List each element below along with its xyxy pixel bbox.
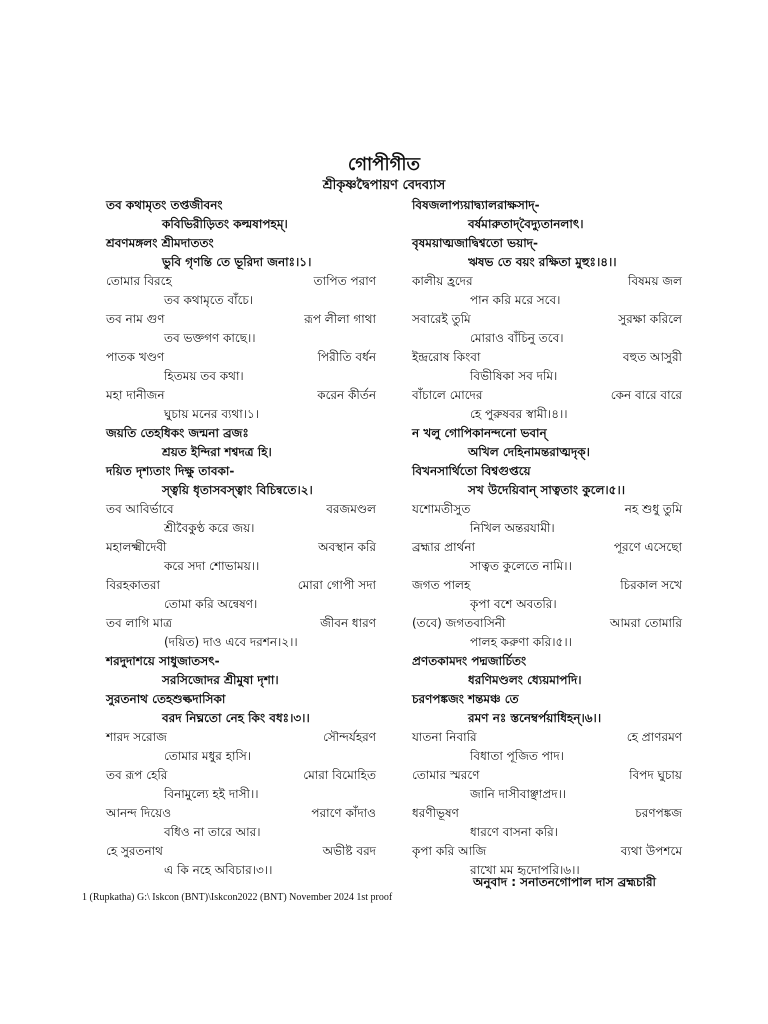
sanskrit-verse-line: কবিভিরীড়িতং কল্মষাপহম্। (162, 217, 288, 231)
bengali-verse-line: তব ভক্তগণ কাছে।। (164, 331, 256, 345)
bengali-verse-line (412, 310, 712, 329)
sanskrit-verse-line: ঋষভ তে বয়ং রক্ষিতা মুহুঃ।৪।। (468, 255, 617, 269)
sanskrit-verse-line: ধরণিমণ্ডলং ধ্যেয়মাপদি। (468, 673, 582, 687)
bengali-verse-line: বধিও না তারে আর। (164, 825, 261, 839)
bengali-verse-line (106, 500, 406, 519)
sanskrit-verse-line: শ্রবণমঙ্গলং শ্রীমদাততং (106, 236, 214, 250)
verse-phrase-left: সবারেই তুমি (412, 312, 471, 326)
bengali-verse-line: ঘুচায় মনের ব্যথা।১। (164, 407, 260, 421)
verse-phrase-right: ব্যথা উপশমে (620, 844, 682, 858)
verse-phrase-right: কেন বারে বারে (610, 388, 682, 402)
bengali-verse-line: হিতময় তব কথা। (164, 369, 244, 383)
verse-phrase-right: পিরীতি বর্ধন (317, 350, 376, 364)
sanskrit-verse-line: জয়তি তেহধিকং জন্মনা ব্রজঃ (106, 426, 249, 440)
verse-phrase-right: হে প্রাণরমণ (626, 730, 682, 744)
verse-phrase-left: যশোমতীসুত (412, 502, 471, 516)
verse-phrase-right: জীবন ধারণ (320, 616, 376, 630)
bengali-verse-line (106, 386, 406, 405)
sanskrit-verse-line: ভুবি গৃণন্তি তে ভূরিদা জনাঃ।১। (162, 255, 312, 269)
verse-phrase-left: তব রূপ হেরি (106, 768, 168, 782)
bengali-verse-line: রাখো মম হৃদোপরি।৬।। (470, 863, 580, 877)
verse-phrase-left: তব লাগি মাত্র (106, 616, 172, 630)
bengali-verse-line (412, 728, 712, 747)
bengali-verse-line (106, 576, 406, 595)
verse-phrase-right: পরাণে কাঁদাও (311, 806, 376, 820)
verse-phrase-right: অভীষ্ট বরদ (322, 844, 376, 858)
sanskrit-verse-line: অখিল দেহিনামন্তরাত্মদৃক্। (468, 445, 590, 459)
bengali-verse-line: কৃপা বশে অবতরি। (470, 597, 557, 611)
verse-phrase-left: তব আবির্ভাবে (106, 502, 174, 516)
verse-phrase-right: সুরক্ষা করিলে (618, 312, 682, 326)
proof-footer: 1 (Rupkatha) G:\ Iskcon (BNT)\Iskcon2022 (BNT) November 2024 1st proof (82, 892, 393, 903)
verse-phrase-left: তোমার স্মরণে (412, 768, 480, 782)
bengali-verse-line (412, 538, 712, 557)
bengali-verse-line (106, 348, 406, 367)
verse-phrase-left: তব নাম গুণ (106, 312, 165, 326)
verse-phrase-left: হে সুরতনাথ (106, 844, 163, 858)
bengali-verse-line (412, 500, 712, 519)
verse-phrase-left: আনন্দ দিয়েও (106, 806, 172, 820)
bengali-verse-line: তব কথামৃতে বাঁচে। (164, 293, 254, 307)
sanskrit-verse-line: সরসিজোদর শ্রীমুষা দৃশা। (162, 673, 279, 687)
bengali-verse-line: তোমা করি অন্বেষণ। (164, 597, 258, 611)
bengali-verse-line: তোমার মধুর হাসি। (164, 749, 252, 763)
sanskrit-verse-line: স্ত্বয়ি ধৃতাসবস্ত্বাং বিচিন্বতে।২। (162, 483, 313, 497)
bengali-verse-line (106, 538, 406, 557)
bengali-verse-line (412, 842, 712, 861)
sanskrit-verse-line: বর্ষমারুতাদ্‌বৈদ্যুতানলাৎ। (468, 217, 584, 231)
verse-phrase-right: বিপদ ঘুচায় (629, 768, 682, 782)
bengali-verse-line: পালহ করুণা করি।৫।। (470, 635, 572, 649)
bengali-verse-line (412, 614, 712, 633)
sanskrit-verse-line: দয়িত দৃশ্যতাং দিক্ষু তাবকা- (106, 464, 235, 478)
bengali-verse-line: নিখিল অন্তরযামী। (470, 521, 555, 535)
verse-phrase-right: চিরকাল সখে (620, 578, 682, 592)
verse-phrase-right: বিষময় জল (628, 274, 682, 288)
verse-phrase-left: মহা দানীজন (106, 388, 165, 402)
verse-phrase-left: তোমার বিরহে (106, 274, 172, 288)
bengali-verse-line (412, 386, 712, 405)
bengali-verse-line: শ্রীবৈকুণ্ঠ করে জয়। (164, 521, 255, 535)
verse-phrase-right: চরণপঙ্কজ (635, 806, 682, 820)
sanskrit-verse-line: বরদ নিঘ্নতো নেহ কিং বধঃ।৩।। (162, 711, 310, 725)
verse-phrase-right: তাপিত পরাণ (313, 274, 376, 288)
bengali-verse-line: মোরাও বাঁচিনু তবে। (470, 331, 564, 345)
author-line: শ্রীকৃষ্ণদ্বৈপায়ণ বেদব্যাস (322, 178, 446, 193)
page-title: গোপীগীত (347, 154, 421, 175)
verse-phrase-left: বিরহকাতরা (106, 578, 160, 592)
translator-credit: অনুবাদ : সনাতনগোপাল দাস ব্রহ্মচারী (473, 875, 656, 889)
bengali-verse-line (106, 766, 406, 785)
bengali-verse-line (412, 576, 712, 595)
verse-phrase-right: করেন কীর্তন (317, 388, 376, 402)
bengali-verse-line: এ কি নহে অবিচার।৩।। (164, 863, 273, 877)
verse-phrase-right: সৌন্দর্যহরণ (323, 730, 376, 744)
bengali-verse-line: হে পুরুষবর স্বামী।৪।। (470, 407, 568, 421)
verse-phrase-left: ইন্দ্ররোষ কিংবা (412, 350, 481, 364)
sanskrit-verse-line: বিখনসার্থিতো বিশ্বগুপ্তয়ে (412, 464, 531, 478)
bengali-verse-line (412, 766, 712, 785)
bengali-verse-line: পান করি মরে সবে। (470, 293, 561, 307)
bengali-verse-line: ধারণে বাসনা করি। (470, 825, 558, 839)
bengali-verse-line (412, 804, 712, 823)
verse-phrase-right: অবস্থান করি (318, 540, 376, 554)
verse-phrase-right: মোরা গোপী সদা (297, 578, 376, 592)
bengali-verse-line: জানি দাসীবাঞ্ছাপ্রদ।। (470, 787, 567, 801)
verse-phrase-left: বাঁচালে মোদের (412, 388, 483, 402)
bengali-verse-line (106, 272, 406, 291)
verse-phrase-right: বহুত আসুরী (622, 350, 682, 364)
bengali-verse-line: বিধাতা পূজিত পাদ। (470, 749, 564, 763)
verse-phrase-right: নহ শুধু তুমি (624, 502, 682, 516)
verse-phrase-left: যাতনা নিবারি (412, 730, 477, 744)
sanskrit-verse-line: সুরতনাথ তেহশুল্কদাসিকা (106, 692, 226, 706)
verse-phrase-left: পাতক খণ্ডণ (106, 350, 165, 364)
verse-phrase-right: মোরা বিমোহিত (303, 768, 376, 782)
bengali-verse-line (412, 348, 712, 367)
sanskrit-verse-line: রমণ নঃ স্তনেম্বর্পয়াধিহন্।৬।। (468, 711, 602, 725)
sanskrit-verse-line: তব কথামৃতং তপ্তজীবনং (106, 198, 223, 212)
verse-phrase-right: পূরণে এসেছো (613, 540, 682, 554)
right-column (412, 196, 712, 880)
verse-phrase-right: রূপ লীলা গাথা (304, 312, 376, 326)
bengali-verse-line: বিভীষিকা সব দমি। (470, 369, 558, 383)
verse-phrase-left: কালীয় হ্রদের (412, 274, 473, 288)
verse-phrase-left: (তবে) জগতবাসিনী (412, 616, 506, 630)
bengali-verse-line: (দয়িত) দাও এবে দরশন।২।। (164, 635, 298, 649)
verse-phrase-right: বরজমণ্ডল (326, 502, 376, 516)
bengali-verse-line (412, 272, 712, 291)
verse-phrase-left: ধরণীভূষণ (412, 806, 459, 820)
left-column (106, 196, 406, 880)
verse-phrase-right: আমরা তোমারি (609, 616, 682, 630)
verse-phrase-left: মহালক্ষ্মীদেবী (106, 540, 167, 554)
verse-phrase-left: জগত পালহ (412, 578, 471, 592)
bengali-verse-line (106, 728, 406, 747)
sanskrit-verse-line: শ্রয়ত ইন্দিরা শশ্বদত্র হি। (162, 445, 272, 459)
bengali-verse-line: সাত্বত কুলেতে নামি।। (470, 559, 572, 573)
bengali-verse-line: করে সদা শোভাময়।। (164, 559, 260, 573)
sanskrit-verse-line: ন খলু গোপিকানন্দনো ভবান্ (412, 426, 547, 440)
verse-phrase-left: ব্রহ্মার প্রার্থনা (412, 540, 476, 554)
bengali-verse-line (106, 310, 406, 329)
sanskrit-verse-line: বৃষময়াত্মজাদ্বিশ্বতো ভয়াদ্- (412, 236, 538, 250)
sanskrit-verse-line: বিষজলাপ্যয়াদ্ব্যালরাক্ষসাদ্- (412, 198, 540, 212)
bengali-verse-line (106, 842, 406, 861)
bengali-verse-line (106, 614, 406, 633)
sanskrit-verse-line: শরদুদাশয়ে সাধুজাতসৎ- (106, 654, 220, 668)
bengali-verse-line (106, 804, 406, 823)
verse-phrase-left: কৃপা করি আজি (412, 844, 487, 858)
bengali-verse-line: বিনামুল্যে হই দাসী।। (164, 787, 259, 801)
sanskrit-verse-line: চরণপঙ্কজং শন্তমঞ্চ তে (412, 692, 519, 706)
sanskrit-verse-line: প্রণতকামদং পদ্মজার্চিতং (412, 654, 527, 668)
verse-phrase-left: শারদ সরোজ (106, 730, 167, 744)
sanskrit-verse-line: সখ উদেয়িবান্ সাত্বতাং কুলে।৫।। (468, 483, 626, 497)
